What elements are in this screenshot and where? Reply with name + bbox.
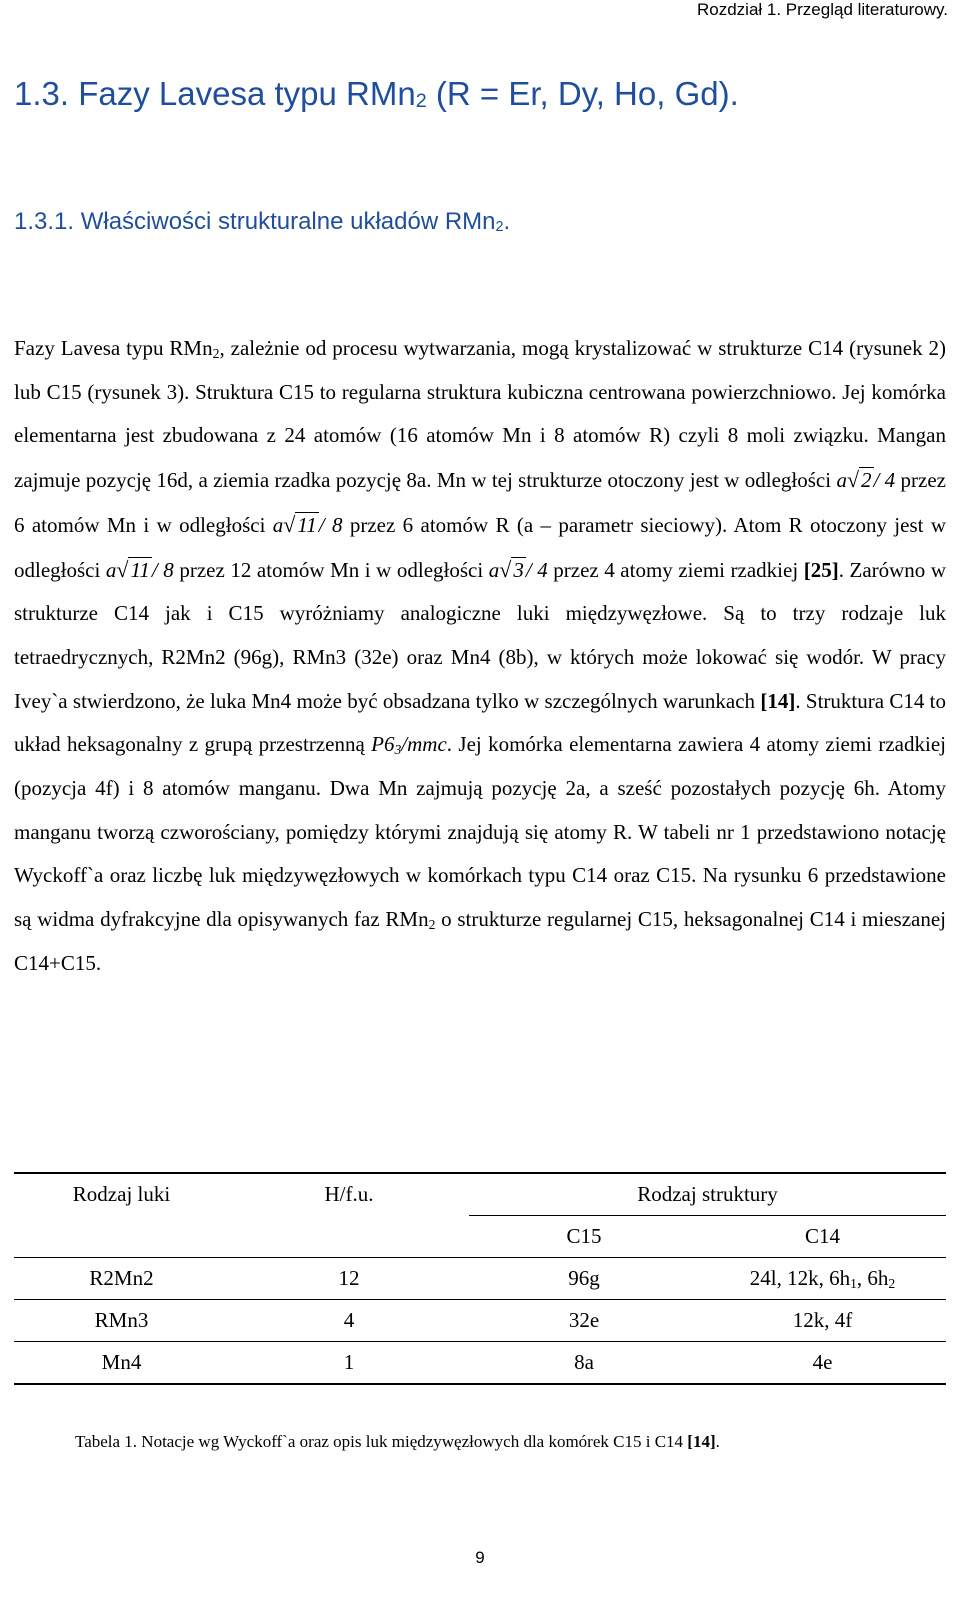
table-cell — [229, 1216, 469, 1258]
table-cell — [699, 1258, 946, 1300]
cell-text: 24l, 12k, 6h — [749, 1266, 851, 1290]
subscript: 3 — [394, 742, 402, 758]
table-cell: Mn4 — [14, 1342, 229, 1385]
formula-denominator: / 4 — [525, 557, 548, 582]
table-header-cell: C15 — [566, 1224, 602, 1248]
formula-denominator: / 8 — [318, 512, 343, 537]
text-run: przez 6 atomów R (a – parametr sieciowy). Atom R otoczony jest w odległości — [14, 512, 946, 582]
table-header-cell: H/f.u. — [229, 1173, 469, 1216]
table-row — [14, 1300, 946, 1342]
running-header: Rozdział 1. Przegląd literaturowy. — [696, 0, 948, 19]
page-number: 9 — [475, 1548, 485, 1567]
radicand: 11 — [130, 557, 150, 582]
section-heading — [14, 75, 739, 113]
citation: [25] — [803, 557, 839, 582]
formula-variable: a — [488, 557, 500, 582]
caption-tail: . — [715, 1432, 720, 1451]
formula-distance-3 — [106, 558, 174, 582]
text-run: Fazy Lavesa typu RMn — [14, 336, 213, 360]
text-run: . Zarówno w strukturze C14 jak i C15 wyróżniamy analogiczne luki międzywęzłowe. Są to trzy rodzaje luk tetraedrycznych, R2Mn2 (96g), RMn3 (32e) oraz Mn4 (8b), w których może lokować się wodór. W pracy Ivey`a stwierdzono, że luka Mn4 może być obsadzana tylko w szczególnych warunkach — [14, 557, 947, 713]
text-run: , zależnie od procesu wytwarzania, mogą krystalizować w strukturze C14 (rysunek 2) lub C15 (rysunek 3). Struktura C15 to regularna struktura kubiczna centrowana powierzchniowo. Jej komórka elementarna jest zbudowana z 24 atomów (16 atomów Mn i 8 atomów R) czyli 8 moli związku. Mangan zajmuje pozycję 16d, a ziemia rzadka pozycję 8a. Mn w tej strukturze otoczony jest w odległości — [14, 336, 946, 493]
table-header-row — [14, 1173, 946, 1216]
table-cell: 4 — [229, 1300, 469, 1342]
table-header-cell: Rodzaj luki — [14, 1173, 229, 1216]
subsection-heading-text: 1.3.1. Właściwości strukturalne układów RMn — [14, 208, 496, 235]
table-cell: 4e — [699, 1342, 946, 1385]
table-cell: 96g — [469, 1258, 699, 1300]
table-cell: 8a — [469, 1342, 699, 1385]
table-caption — [75, 1432, 720, 1452]
formula-distance-4 — [489, 558, 548, 582]
radicand: 3 — [513, 557, 524, 582]
cell-text: , 6h — [856, 1266, 889, 1290]
space-group-main: P6 — [371, 732, 395, 757]
subscript: 2 — [428, 917, 436, 933]
formula-variable: a — [105, 557, 117, 582]
table-cell: 32e — [469, 1300, 699, 1342]
formula-variable: a — [836, 468, 847, 493]
subsection-heading-sub: 2 — [495, 219, 504, 235]
text-run: przez 12 atomów Mn i w odległości — [179, 557, 484, 582]
text-run: . Jej komórka elementarna zawiera 4 atomy ziemi rzadkiej (pozycja 4f) i 8 atomów manganu. Dwa Mn zajmują pozycję 2a, a sześć pozostałych pozycję 6h. Atomy manganu tworzą czworościany, pomiędzy którymi znajdują się atomy R. W tabeli nr 1 przedstawiono notację Wyckoff`a oraz liczbę luk międzywęzłowych w komórkach typu C14 oraz C15. Na rysunku 6 przedstawione są widma dyfrakcyjne dla opisywanych faz RMn — [14, 732, 946, 932]
table-header-cell: C14 — [804, 1224, 840, 1248]
formula-distance-2 — [273, 513, 343, 537]
text-run: . Struktura C14 to układ heksagonalny z grupą przestrzenną — [14, 688, 946, 757]
section-heading-tail: (R = Er, Dy, Ho, Gd). — [426, 75, 739, 112]
section-heading-sub: 2 — [415, 90, 427, 112]
table-cell: 1 — [229, 1342, 469, 1385]
table-cell: R2Mn2 — [14, 1258, 229, 1300]
table-cell: 12k, 4f — [699, 1300, 946, 1342]
subscript: 1 — [850, 1276, 857, 1291]
formula-denominator: / 4 — [873, 468, 896, 493]
table-cell — [14, 1216, 229, 1258]
sqrt-symbol: √2 — [846, 467, 872, 493]
body-paragraph — [14, 327, 946, 986]
radicand: 2 — [861, 468, 872, 493]
subscript: 2 — [888, 1276, 896, 1291]
text-run: przez 4 atomy ziemi rzadkiej — [553, 557, 799, 582]
interstitial-sites-table — [14, 1172, 946, 1385]
subsection-heading — [14, 208, 510, 236]
text-run: o strukturze regularnej C15, heksagonalnej C14 i mieszanej C14+C15. — [14, 907, 946, 975]
table-row — [14, 1258, 946, 1300]
text-run: przez 6 atomów Mn i w odległości — [14, 468, 946, 537]
sqrt-symbol: √3 — [499, 556, 524, 582]
sqrt-symbol: √11 — [116, 556, 150, 582]
table-cell: 12 — [229, 1258, 469, 1300]
space-group-tail: /mmc — [401, 732, 447, 757]
section-heading-text: 1.3. Fazy Lavesa typu RMn — [14, 75, 416, 112]
formula-denominator: / 8 — [151, 557, 174, 582]
subsection-heading-tail: . — [503, 208, 511, 235]
sqrt-symbol: √11 — [283, 511, 317, 537]
table-row — [14, 1342, 946, 1385]
table-subheader-row — [14, 1216, 946, 1258]
citation: [14] — [760, 688, 796, 713]
space-group — [371, 732, 447, 756]
subscript: 2 — [212, 346, 220, 361]
formula-distance-1 — [836, 468, 895, 492]
radicand: 11 — [297, 512, 317, 537]
caption-text: Tabela 1. Notacje wg Wyckoff`a oraz opis luk międzywęzłowych dla komórek C15 i C14 — [75, 1432, 688, 1451]
citation: [14] — [687, 1432, 716, 1451]
table-cell: RMn3 — [14, 1300, 229, 1342]
formula-variable: a — [272, 512, 284, 537]
table-header-cell: Rodzaj struktury — [469, 1173, 946, 1216]
